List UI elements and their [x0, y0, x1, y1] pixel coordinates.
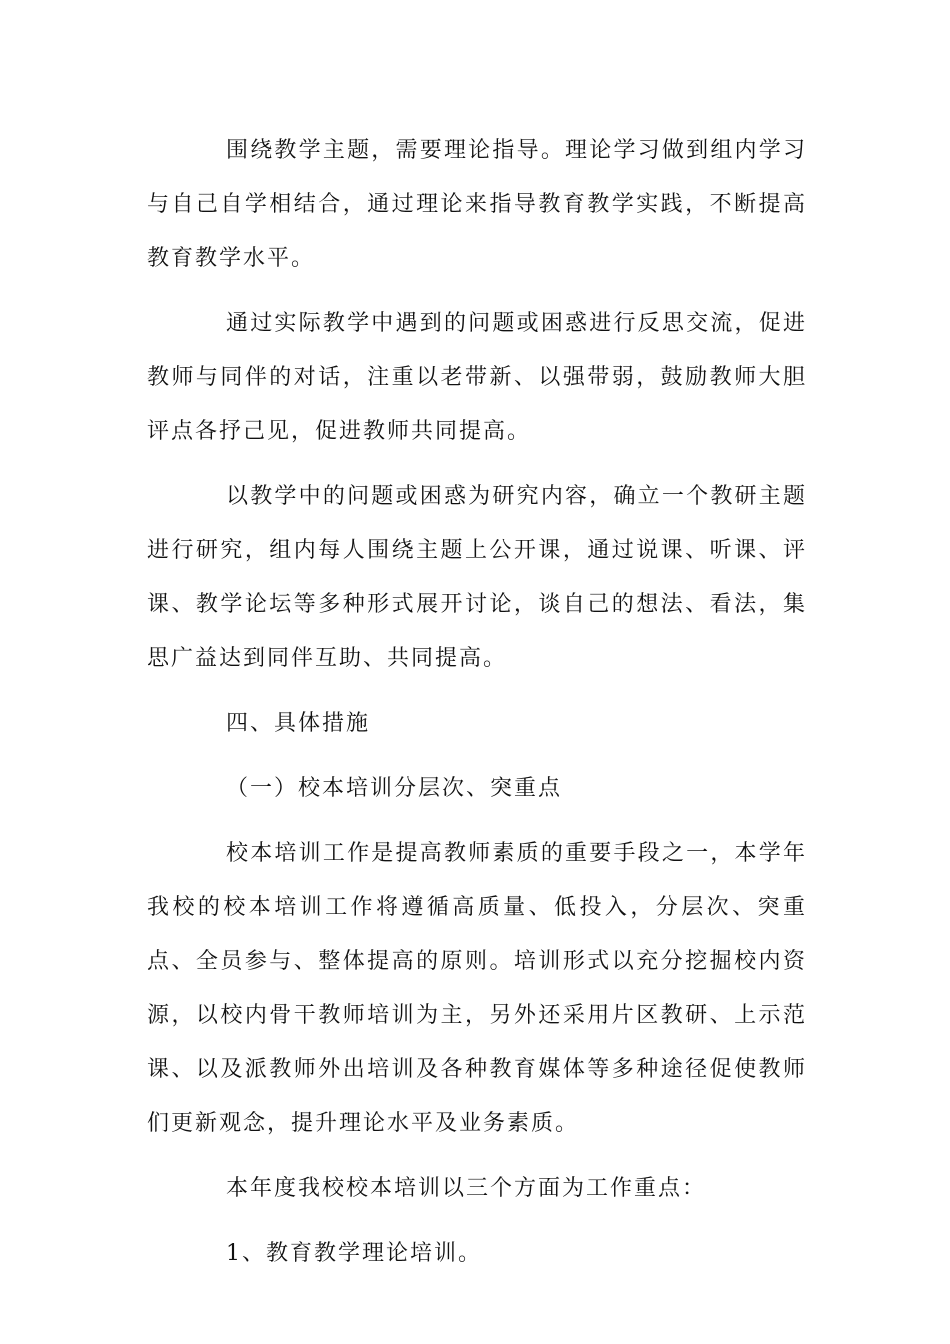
paragraph-school-training: 校本培训工作是提高教师素质的重要手段之一，本学年我校的校本培训工作将遵循高质量、低投入，分层次、突重点、全员参与、整体提高的原则。培训形式以充分挖掘校内资源，以校内骨干教师培训为主，另外还采用片区教研、上示范课、以及派教师外出培训及各种教育媒体等多种途径促使教师们更新观念，提升理论水平及业务素质。: [147, 841, 807, 1136]
paragraph-reflection-exchange: 通过实际教学中遇到的问题或困惑进行反思交流，促进教师与同伴的对话，注重以老带新、以强带弱，鼓励教师大胆评点各抒己见，促进教师共同提高。: [147, 311, 807, 444]
paragraph-theory-guidance: 围绕教学主题，需要理论指导。理论学习做到组内学习与自己自学相结合，通过理论来指导教育教学实践，不断提高教育教学水平。: [147, 138, 807, 271]
list-item-theory-training: 1、教育教学理论培训。: [226, 1241, 482, 1266]
subsection-heading-school-training: （一）校本培训分层次、突重点: [226, 776, 563, 801]
document-body: [147, 124, 807, 1292]
paragraph-research-topic: 以教学中的问题或困惑为研究内容，确立一个教研主题进行研究，组内每人围绕主题上公开课，通过说课、听课、评课、教学论坛等多种形式展开讨论，谈自己的想法、看法，集思广益达到同伴互助、共同提高。: [147, 484, 807, 671]
section-heading-measures: 四、具体措施: [226, 711, 371, 736]
paragraph-annual-focus: 本年度我校校本培训以三个方面为工作重点：: [226, 1176, 707, 1201]
